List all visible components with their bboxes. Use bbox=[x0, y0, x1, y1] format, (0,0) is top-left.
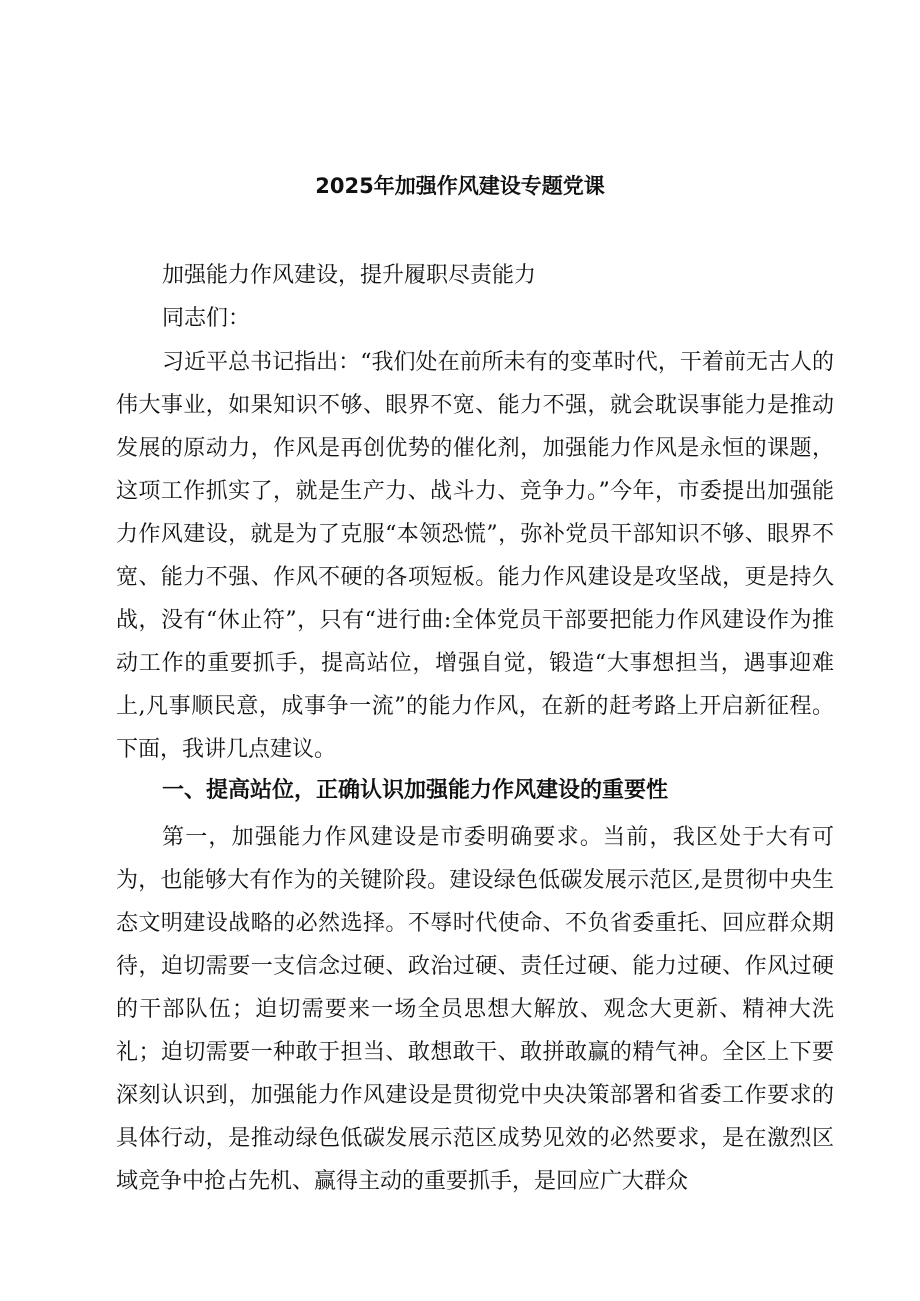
section-heading-1: 一、提高站位，正确认识加强能力作风建设的重要性 bbox=[162, 778, 669, 803]
greeting: 同志们： bbox=[162, 306, 251, 331]
document-title: 2025年加强作风建设专题党课 bbox=[315, 174, 605, 198]
paragraph-1: 习近平总书记指出：“我们处在前所未有的变革时代，干着前无古人的伟大事业，如果知识不够、眼界不宽、能力不强，就会耽误事能力是推动发展的原动力，作风是再创优势的催化剂，加强能力作风是永恒的课题，这项工作抓实了，就是生产力、战斗力、竞争力。”今年，市委提出加强能力作风建设，就是为了克服“本领恐慌”，弥补党员干部知识不够、眼界不宽、能力不强、作风不硬的各项短板。能力作风建设是攻坚战，更是持久战，没有“休止符”，只有“进行曲:全体党员干部要把能力作风建设作为推动工作的重要抓手，提高站位，增强自觉，锻造“大事想担当，遇事迎难上,凡事顺民意，成事争一流”的能力作风，在新的赶考路上开启新征程。下面，我讲几点建议。 bbox=[116, 350, 834, 762]
document-subtitle: 加强能力作风建设，提升履职尽责能力 bbox=[162, 263, 537, 288]
paragraph-2: 第一，加强能力作风建设是市委明确要求。当前，我区处于大有可为，也能够大有作为的关键阶段。建设绿色低碳发展示范区,是贯彻中央生态文明建设战略的必然选择。不辱时代使命、不负省委重托、回应群众期待，迫切需要一支信念过硬、政治过硬、责任过硬、能力过硬、作风过硬的干部队伍；迫切需要来一场全员思想大解放、观念大更新、精神大洗礼；迫切需要一种敢于担当、敢想敢干、敢拼敢赢的精气神。全区上下要深刻认识到，加强能力作风建设是贯彻党中央决策部署和省委工作要求的具体行动，是推动绿色低碳发展示范区成势见效的必然要求，是在激烈区域竞争中抢占先机、赢得主动的重要抓手，是回应广大群众 bbox=[116, 825, 834, 1194]
